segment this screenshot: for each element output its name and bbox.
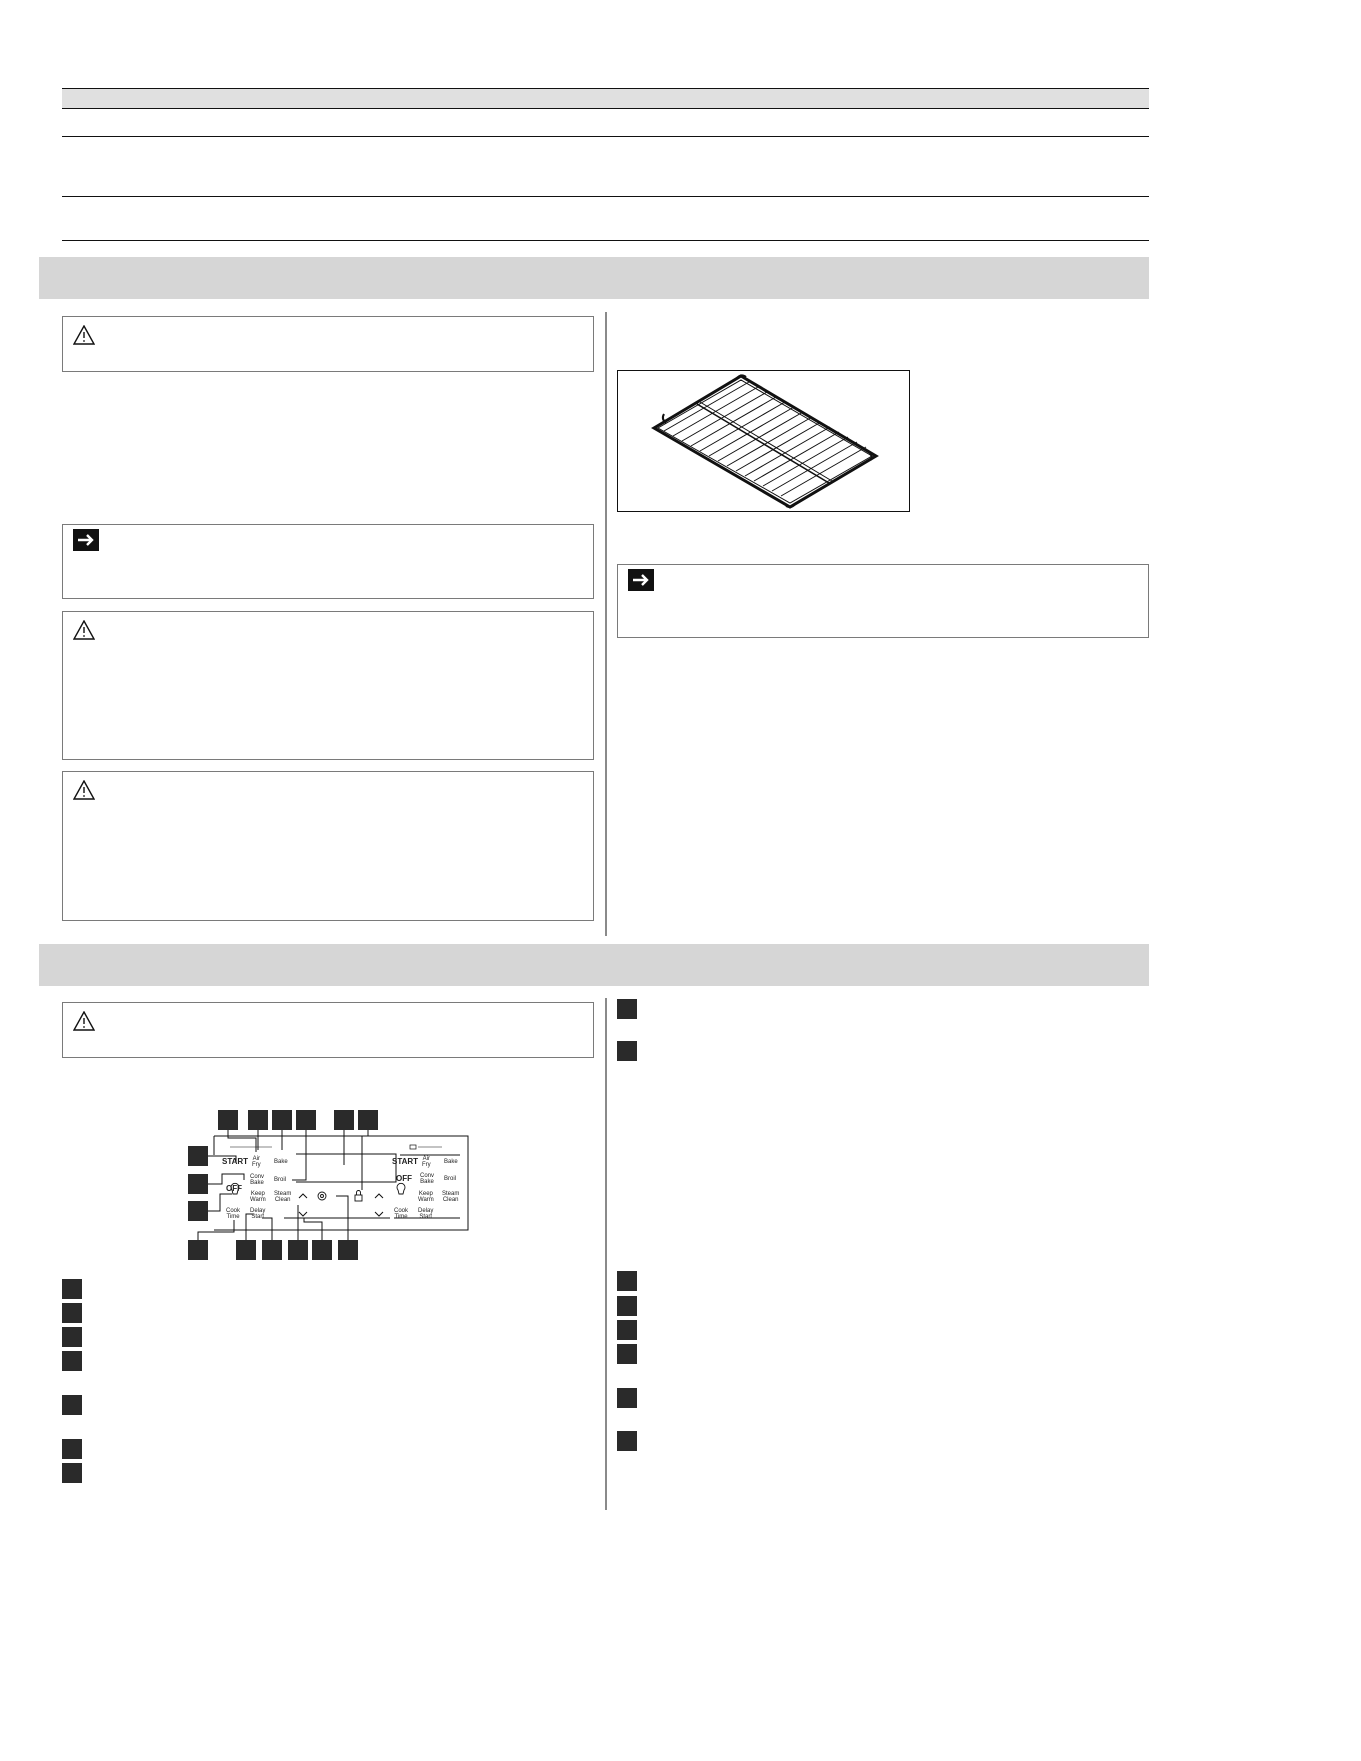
list-marker (617, 1041, 637, 1061)
start-button[interactable]: START (392, 1157, 419, 1166)
section-header-band (39, 257, 1149, 299)
warning-box (62, 1002, 594, 1058)
keep-warm-button[interactable]: Keep Warm (250, 1191, 266, 1203)
chevron-up-icon (299, 1194, 307, 1198)
chevron-up-icon (375, 1194, 383, 1198)
table-rule (62, 240, 1149, 241)
start-button[interactable]: START (222, 1157, 249, 1166)
warning-triangle-icon (73, 325, 95, 345)
list-marker (62, 1279, 82, 1299)
control-panel-diagram (186, 1110, 476, 1260)
list-marker (617, 1344, 637, 1364)
column-divider (605, 312, 607, 936)
steam-clean-button[interactable]: Steam Clean (442, 1191, 460, 1203)
broil-button[interactable]: Broil (444, 1176, 457, 1182)
warning-triangle-icon (73, 780, 95, 800)
list-marker (62, 1395, 82, 1415)
note-box (617, 564, 1149, 638)
table-rule (62, 196, 1149, 197)
list-marker (62, 1303, 82, 1323)
list-marker (62, 1351, 82, 1371)
bake-button[interactable]: Bake (274, 1159, 288, 1165)
lock-icon (355, 1191, 362, 1202)
cook-time-button[interactable]: Cook Time (394, 1208, 409, 1220)
list-marker (617, 1431, 637, 1451)
table-rule (62, 108, 1149, 109)
oven-rack-figure (617, 370, 910, 512)
list-marker (617, 1296, 637, 1316)
bake-button[interactable]: Bake (444, 1159, 458, 1165)
list-marker (62, 1327, 82, 1347)
warning-box (62, 611, 594, 760)
table-rule (62, 88, 1149, 89)
delay-start-button[interactable]: Delay Start (250, 1208, 266, 1220)
note-box (62, 524, 594, 599)
warning-box (62, 316, 594, 372)
warning-box (62, 771, 594, 921)
table-header-band (62, 88, 1149, 108)
conv-bake-button[interactable]: Conv Bake (420, 1173, 435, 1185)
off-button[interactable]: OFF (396, 1174, 412, 1183)
column-divider (605, 998, 607, 1510)
warning-triangle-icon (73, 620, 95, 640)
broil-button[interactable]: Broil (274, 1177, 287, 1183)
off-button[interactable]: OFF (226, 1184, 242, 1193)
chevron-down-icon (375, 1212, 383, 1216)
list-marker (617, 999, 637, 1019)
steam-clean-button[interactable]: Steam Clean (274, 1191, 292, 1203)
list-marker (62, 1463, 82, 1483)
oven-rack-illustration (618, 371, 911, 513)
section-header-band (39, 944, 1149, 986)
table-rule (62, 136, 1149, 137)
conv-bake-button[interactable]: Conv Bake (250, 1174, 265, 1186)
arrow-right-icon (73, 529, 99, 551)
light-bulb-icon (397, 1183, 405, 1194)
list-marker (617, 1271, 637, 1291)
warning-triangle-icon (73, 1011, 95, 1031)
arrow-right-icon (628, 569, 654, 591)
cook-time-button[interactable]: Cook Time (226, 1208, 241, 1220)
gear-icon (318, 1192, 326, 1200)
air-fry-button[interactable]: Air Fry (252, 1156, 261, 1168)
list-marker (62, 1439, 82, 1459)
air-fry-button[interactable]: Air Fry (422, 1156, 431, 1168)
keep-warm-button[interactable]: Keep Warm (418, 1191, 434, 1203)
list-marker (617, 1388, 637, 1408)
chevron-down-icon (299, 1212, 307, 1216)
delay-start-button[interactable]: Delay Start (418, 1208, 434, 1220)
list-marker (617, 1320, 637, 1340)
